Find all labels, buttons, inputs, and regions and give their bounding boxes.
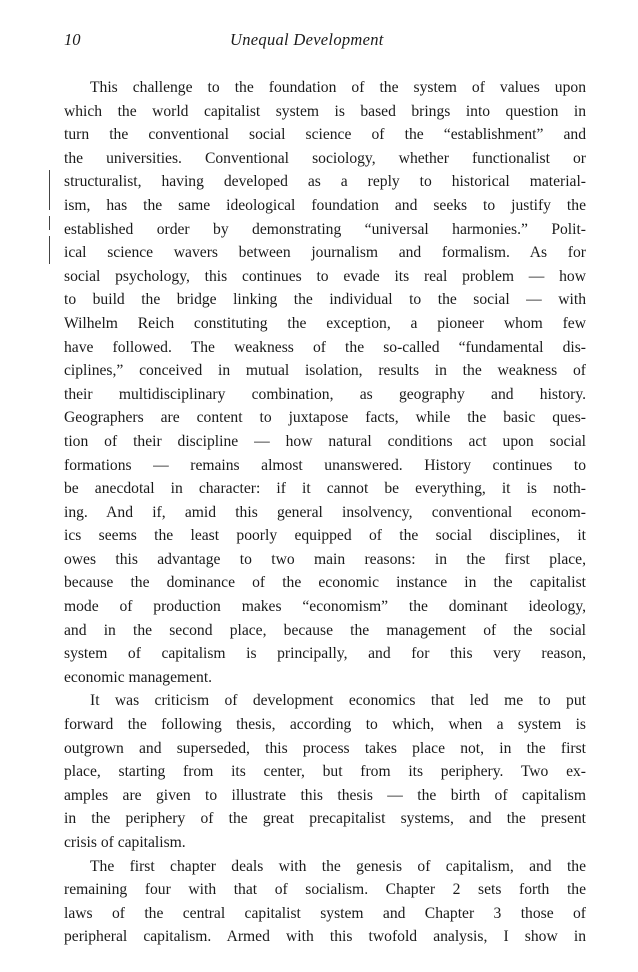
text-line: laws of the central capitalist system and Chapter 3 those of: [64, 904, 586, 922]
text-line: the universities. Conventional sociology, whether functionalist or: [64, 149, 586, 167]
text-line: ing. And if, amid this general insolvency, conventional econom-: [64, 503, 586, 521]
text-line: forward the following thesis, according to which, when a system is: [64, 716, 586, 734]
text-line: crisis of capitalism.: [64, 834, 186, 851]
text-line: It was criticism of development economics that led me to put: [90, 692, 586, 710]
text-line: have followed. The weakness of the so-called “fundamental dis-: [64, 338, 586, 356]
text-line: This challenge to the foundation of the system of values upon: [90, 79, 586, 96]
text-line: in the periphery of the great precapitalist systems, and the present: [64, 810, 586, 828]
text-line: owes this advantage to two main reasons: in the first place,: [64, 550, 586, 568]
text-line: be anecdotal in character: if it cannot be everything, it is noth-: [64, 480, 586, 498]
text-line: place, starting from its center, but from its periphery. Two ex-: [64, 763, 586, 781]
text-line: turn the conventional social science of the “establishment” and: [64, 126, 586, 144]
text-line: ical science wavers between journalism and formalism. As for: [64, 244, 586, 262]
text-line: social psychology, this continues to evade its real problem — how: [64, 267, 586, 285]
paragraph-2: [64, 689, 586, 854]
text-line: peripheral capitalism. Armed with this twofold analysis, I show in: [64, 928, 586, 946]
page-number: 10: [64, 30, 81, 49]
text-line: and in the second place, because the management of the social: [64, 621, 586, 639]
text-line: established order by demonstrating “universal harmonies.” Polit-: [64, 220, 586, 238]
text-line: ciplines,” conceived in mutual isolation, results in the weakness of: [64, 362, 586, 380]
text-line: because the dominance of the economic instance in the capitalist: [64, 574, 586, 592]
text-line: system of capitalism is principally, and for this very reason,: [64, 645, 586, 663]
paragraph-3: [64, 855, 586, 949]
text-line: ics seems the least poorly equipped of the social disciplines, it: [64, 527, 586, 545]
text-line: formations — remains almost unanswered. History continues to: [64, 456, 586, 474]
text-line: their multidisciplinary combination, as geography and history.: [64, 385, 586, 403]
margin-bracket-mark: [49, 170, 51, 264]
text-line: Wilhelm Reich constituting the exception, a pioneer whom few: [64, 314, 586, 332]
text-line: The first chapter deals with the genesis of capitalism, and the: [90, 857, 586, 875]
text-line: amples are given to illustrate this thesis — the birth of capitalism: [64, 786, 586, 804]
text-line: economic management.: [64, 668, 213, 686]
text-line: structuralist, having developed as a reply to historical material-: [64, 173, 586, 191]
running-title: Unequal Development: [230, 30, 384, 49]
text-line: remaining four with that of socialism. Chapter 2 sets forth the: [64, 881, 586, 899]
running-header: [64, 28, 584, 52]
text-line: tion of their discipline — how natural conditions act upon social: [64, 432, 586, 450]
text-line: ism, has the same ideological foundation and seeks to justify the: [64, 196, 586, 214]
text-line: to build the bridge linking the individual to the social — with: [64, 291, 586, 309]
text-line: mode of production makes “economism” the dominant ideology,: [64, 598, 586, 616]
paragraph-1: [64, 76, 586, 689]
text-line: outgrown and superseded, this process takes place not, in the first: [64, 739, 586, 757]
body-text: [64, 76, 586, 949]
text-line: which the world capitalist system is based brings into question in: [64, 102, 586, 120]
text-line: Geographers are content to juxtapose facts, while the basic ques-: [64, 409, 586, 427]
